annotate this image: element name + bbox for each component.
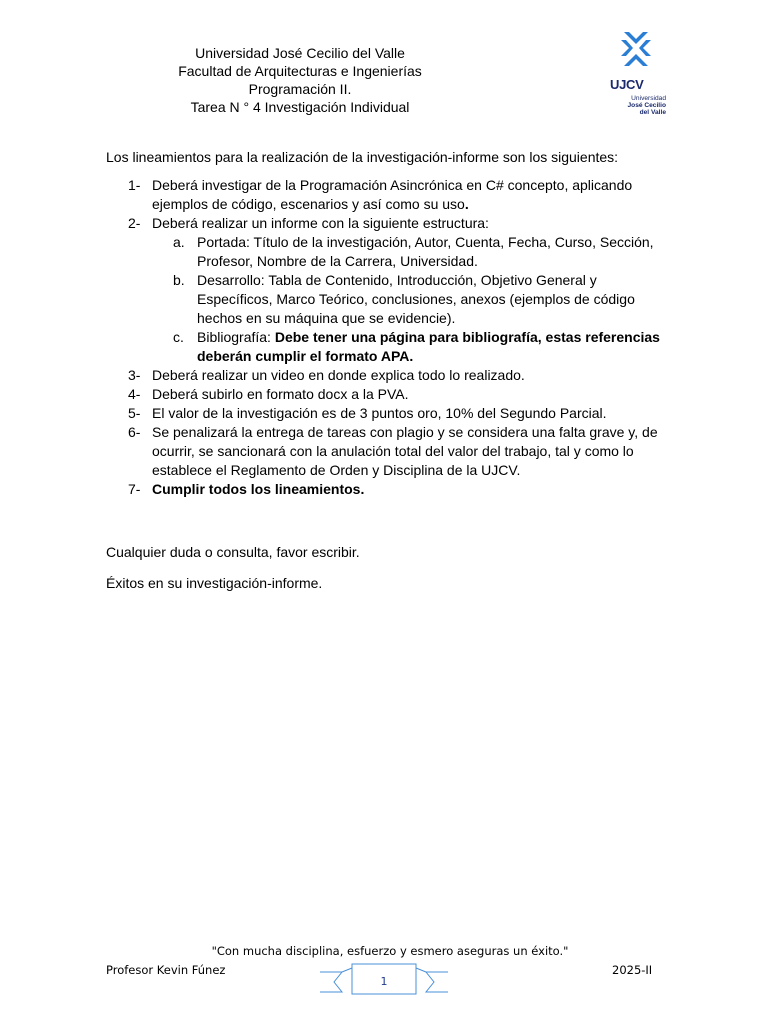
item-text-bold: Cumplir todos los lineamientos. xyxy=(152,481,365,497)
closing-line-1: Cualquier duda o consulta, favor escribir. xyxy=(106,544,360,560)
page-number: 1 xyxy=(380,975,388,988)
item-number: 7- xyxy=(128,481,141,497)
item-number: 4- xyxy=(128,386,141,402)
item-number: 3- xyxy=(128,367,141,383)
list-item xyxy=(106,214,666,233)
item-text-bold: . xyxy=(464,196,469,212)
sub-text: Desarrollo: Tabla de Contenido, Introducción, Objetivo General y Específicos, Marco Teórico, conclusiones, anexos (ejemplos de código hechos en su máquina que se evidencie). xyxy=(197,272,635,326)
item-text: Deberá realizar un video en donde explica todo lo realizado. xyxy=(152,367,525,383)
item-number: 5- xyxy=(128,405,141,421)
list-item xyxy=(106,385,666,404)
sublist-container xyxy=(106,233,666,366)
university-name: Universidad José Cecilio del Valle xyxy=(195,45,405,61)
sublist-item xyxy=(106,233,666,271)
closing-line-2: Éxitos en su investigación-informe. xyxy=(106,575,323,591)
item-text: Se penalizará la entrega de tareas con plagio y se considera una falta grave y, de ocurrir, se sancionará con la anulación total del valor del trabajo, tal y como lo establece el Reglamento de Orden y Disciplina de la UJCV. xyxy=(152,424,658,478)
logo-line-2: José Cecilio xyxy=(627,102,666,109)
ujcv-logo xyxy=(610,32,666,118)
guidelines-list xyxy=(106,176,666,499)
sub-text: Bibliografía: xyxy=(197,329,275,345)
list-item xyxy=(106,404,666,423)
item-number: 1- xyxy=(128,177,141,193)
ujcv-emblem-icon xyxy=(621,32,651,66)
sub-letter: c. xyxy=(173,329,184,345)
item-number: 2- xyxy=(128,215,141,231)
logo-acronym: UJCV xyxy=(610,77,644,92)
item-text: Deberá realizar un informe con la siguiente estructura: xyxy=(152,215,489,231)
sublist-item xyxy=(106,328,666,366)
course-name: Programación II. xyxy=(248,81,352,97)
structure-sublist xyxy=(106,233,666,366)
faculty-name: Facultad de Arquitecturas e Ingenierías xyxy=(178,63,422,79)
sub-letter: b. xyxy=(173,272,185,288)
sub-text-bold: Debe tener una página para bibliografía, estas referencias deberán cumplir el formato APA. xyxy=(197,329,660,364)
logo-line-3: del Valle xyxy=(639,109,666,116)
assignment-title: Tarea N ° 4 Investigación Individual xyxy=(190,99,410,115)
sub-text: Portada: Título de la investigación, Autor, Cuenta, Fecha, Curso, Sección, Profesor, Nombre de la Carrera, Universidad. xyxy=(197,234,654,269)
intro-paragraph: Los lineamientos para la realización de la investigación-informe son los siguientes: xyxy=(106,149,619,165)
list-item xyxy=(106,423,666,480)
item-text: Deberá subirlo en formato docx a la PVA. xyxy=(152,386,409,402)
list-item xyxy=(106,176,666,214)
logo-line-1: Universidad xyxy=(631,95,666,102)
list-item xyxy=(106,480,666,499)
footer-professor: Profesor Kevin Fúnez xyxy=(106,963,226,977)
item-text: El valor de la investigación es de 3 puntos oro, 10% del Segundo Parcial. xyxy=(152,405,607,421)
sub-letter: a. xyxy=(173,234,185,250)
sublist-item xyxy=(106,271,666,328)
footer-quote: "Con mucha disciplina, esfuerzo y esmero aseguras un éxito." xyxy=(211,944,569,958)
document-header xyxy=(160,44,440,116)
list-item xyxy=(106,366,666,385)
item-number: 6- xyxy=(128,424,141,440)
item-text: Deberá investigar de la Programación Asincrónica en C# concepto, aplicando ejemplos de código, escenarios y así como su uso xyxy=(152,177,633,212)
footer-period: 2025-II xyxy=(612,963,653,977)
